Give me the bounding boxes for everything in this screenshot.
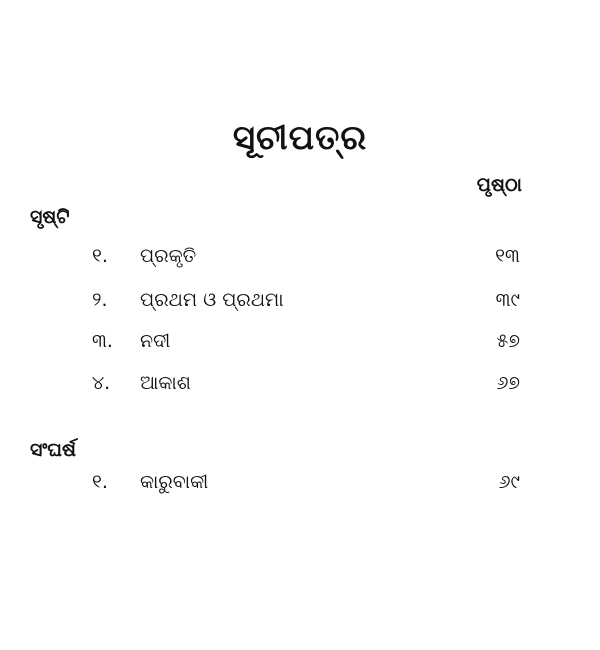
toc-entry: [0, 372, 600, 400]
entry-page: ୫୭: [496, 330, 520, 352]
entry-title: ଆକାଶ: [140, 372, 191, 394]
entry-page: ୧୩: [495, 245, 520, 267]
entry-number: ୨.: [92, 289, 108, 311]
entry-page: ୩୯: [495, 289, 520, 311]
toc-entry: [0, 245, 600, 273]
toc-title: ସୂଚୀପତ୍ର: [232, 118, 368, 158]
page-column-label: ପୃଷ୍ଠା: [476, 174, 522, 196]
entry-title: ନଦୀ: [140, 330, 171, 352]
entry-page: ୬୭: [496, 372, 520, 394]
toc-entry: [0, 471, 600, 499]
section-heading: ସଂଘର୍ଷ: [30, 439, 77, 461]
toc-entry: [0, 289, 600, 317]
entry-page: ୬୯: [498, 471, 520, 493]
entry-number: ୧.: [92, 245, 108, 267]
entry-title: କାରୁବାକୀ: [140, 471, 209, 493]
entry-number: ୩.: [92, 330, 113, 352]
toc-entry: [0, 330, 600, 358]
entry-title: ପ୍ରଥମ ଓ ପ୍ରଥମା: [140, 289, 284, 311]
entry-number: ୪.: [92, 372, 111, 394]
section-heading: ସୃଷ୍ଟି: [30, 206, 70, 228]
entry-title: ପ୍ରକୃତି: [140, 245, 197, 267]
entry-number: ୧.: [92, 471, 108, 493]
